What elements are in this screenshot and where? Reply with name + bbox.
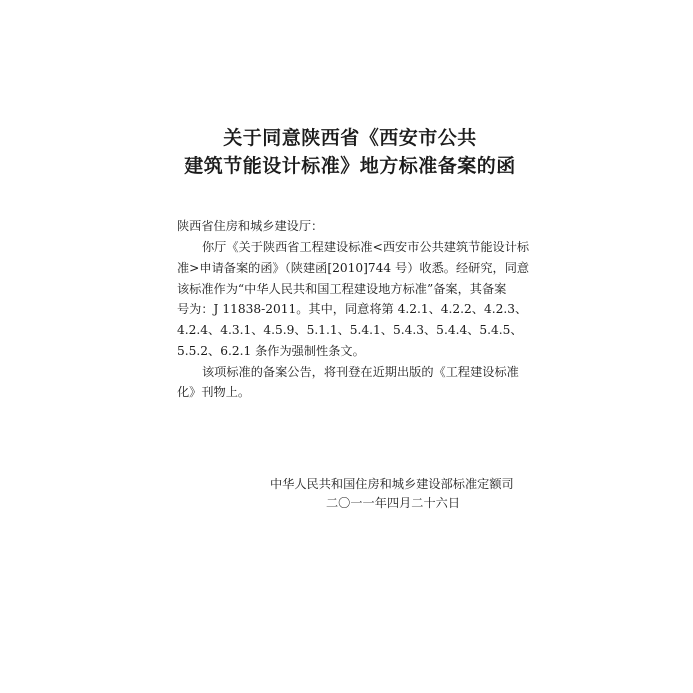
paragraph-line: 4.2.4、4.3.1、4.5.9、5.1.1、5.4.1、5.4.3、5.4.4、5.4.5、 xyxy=(177,323,523,337)
paragraph-line: 化》刊物上。 xyxy=(177,385,251,399)
paragraph-line: 5.5.2、6.2.1 条作为强制性条文。 xyxy=(177,344,365,358)
document-title-line-1: 关于同意陕西省《西安市公共 xyxy=(223,127,477,149)
signature-date: 二〇一一年四月二十六日 xyxy=(326,496,461,510)
paragraph-line: 号为：J 11838-2011。其中，同意将第 4.2.1、4.2.2、4.2.3、 xyxy=(177,302,528,316)
paragraph-line: 该标准作为“中华人民共和国工程建设地方标准”备案，其备案 xyxy=(177,282,507,296)
paragraph-line: 你厅《关于陕西省工程建设标准<西安市公共建筑节能设计标 xyxy=(202,240,530,254)
document-title-line-2: 建筑节能设计标准》地方标准备案的函 xyxy=(184,155,516,177)
signature-organization: 中华人民共和国住房和城乡建设部标准定额司 xyxy=(270,477,514,491)
paragraph-line: 准>申请备案的函》（陕建函[2010]744 号）收悉。经研究，同意 xyxy=(177,261,530,275)
paragraph-line: 该项标准的备案公告，将刊登在近期出版的《工程建设标准 xyxy=(202,365,519,379)
salutation: 陕西省住房和城乡建设厅： xyxy=(177,219,324,233)
